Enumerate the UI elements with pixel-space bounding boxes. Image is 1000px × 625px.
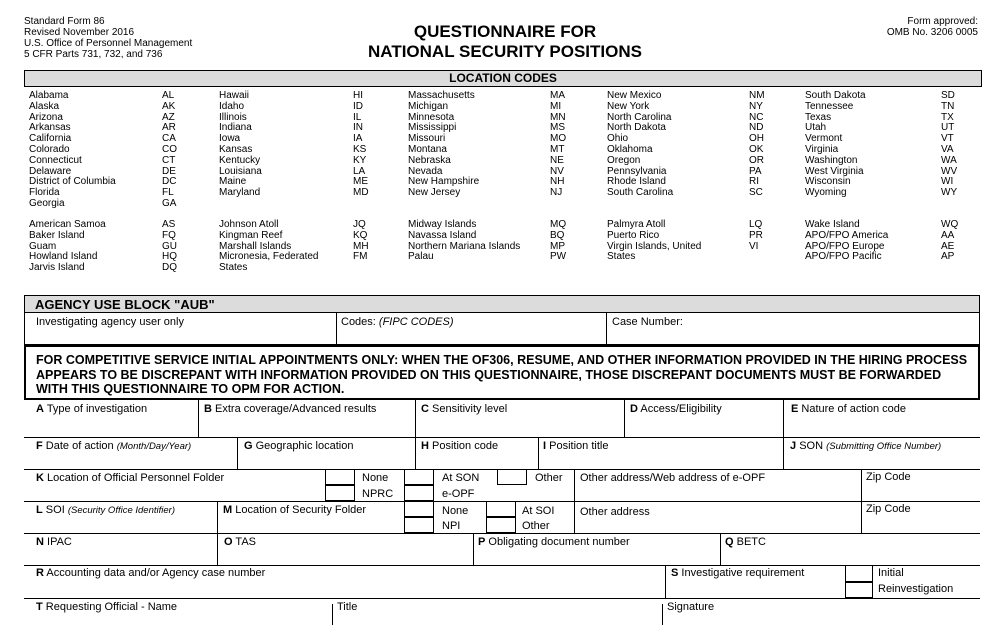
location-name: Arizona [29,111,63,123]
location-code: VA [941,143,954,155]
location-code: SC [749,187,763,199]
location-name: Maryland [219,187,261,199]
t-title-field[interactable]: Title [337,601,358,613]
location-code: OK [749,143,764,155]
location-code: AZ [162,111,175,123]
location-code: AL [162,90,175,101]
location-code: HQ [162,251,177,263]
state-name-column [408,91,479,199]
location-name: APO/FPO Europe [805,240,885,252]
territory-name-column [408,220,520,263]
location-name: New Mexico [607,90,662,101]
field-q-betc[interactable]: Q BETC [725,536,766,548]
location-code: TX [941,111,954,123]
location-name: Georgia [29,197,65,209]
field-c-sensitivity-level[interactable]: C Sensitivity level [421,403,508,415]
m-other-label: Other [522,520,550,532]
m-none-checkbox[interactable] [404,501,434,517]
location-name: Marshall Islands [219,240,292,252]
location-name: Oregon [607,154,641,166]
location-code: NM [749,90,765,101]
location-name: Midway Islands [408,219,477,230]
location-code: AK [162,100,176,112]
location-code: LA [353,165,366,177]
field-a-type-of-investigation[interactable]: A Type of investigation [36,403,148,415]
location-code: SD [941,90,955,101]
form-cfr: 5 CFR Parts 731, 732, and 736 [24,49,163,60]
location-name: Iowa [219,133,241,145]
location-name: Arkansas [29,122,71,134]
field-l-soi[interactable]: L SOI (Security Office Identifier) [36,504,175,516]
location-name: Puerto Rico [607,229,660,241]
location-code: MO [550,133,567,145]
location-code: PA [749,165,762,177]
location-name: Missouri [408,133,446,145]
location-name: Maine [219,176,247,188]
omb-approval: Form approved: OMB No. 3206 0005 [886,16,978,38]
location-code: NH [550,176,565,188]
field-f-date-of-action[interactable]: F Date of action (Month/Day/Year) [36,440,192,452]
k-nprc-label: NPRC [362,488,394,500]
location-name: Kansas [219,143,253,155]
location-code: ME [353,176,368,188]
location-code: PW [550,251,567,263]
location-code: NY [749,100,763,112]
form-number: Standard Form 86 [24,16,105,27]
location-name: Virgin Islands, United [607,240,702,252]
discrepancy-notice: FOR COMPETITIVE SERVICE INITIAL APPOINTMENTS ONLY: WHEN THE OF306, RESUME, AND OTHER INFORMATION PROVIDED IN THE HIRING PROCESS APPEARS TO BE DISCREPANT WITH INFORMATION PROVIDED ON THIS QUESTIONNAIRE, THOSE DISCREPANT DOCUMENTS MUST BE FORWARDED WITH THIS QUESTIONNAIRE TO OPM FOR ACTION. [24,345,980,400]
location-code: AS [162,219,176,230]
location-name: North Dakota [607,122,666,134]
location-name: APO/FPO America [805,229,889,241]
location-code: IN [353,122,363,134]
location-code: GA [162,197,177,209]
m-other-address-field[interactable]: Other address [580,506,650,518]
location-code: IL [353,111,362,123]
location-code: MA [550,90,565,101]
field-p-obligating-document-number[interactable]: P Obligating document number [478,536,630,548]
location-code: KS [353,143,367,155]
location-name: Idaho [219,100,245,112]
location-name: Colorado [29,143,70,155]
state-code-column [162,91,177,210]
form-revision: Revised November 2016 [24,27,135,38]
location-name: Alaska [29,100,60,112]
k-eopf-label: e-OPF [442,488,475,500]
location-code: MP [550,240,565,252]
location-code: AA [941,229,955,241]
location-code: WQ [941,219,959,230]
location-name: Florida [29,187,60,199]
location-code: MQ [550,219,567,230]
k-at-son-label: At SON [442,472,480,484]
location-code [749,252,763,263]
state-name-column [607,91,673,199]
location-name: States [219,262,248,274]
m-at-soi-label: At SOI [522,505,555,517]
location-code: ND [749,122,764,134]
location-name: Pennsylvania [607,165,667,177]
field-h-position-code[interactable]: H Position code [421,440,499,452]
location-code: OR [749,154,764,166]
page-title: QUESTIONNAIRE FOR NATIONAL SECURITY POSITIONS [368,22,642,61]
s-reinvestigation-checkbox[interactable] [845,582,873,598]
location-code [353,263,369,274]
field-t-requesting-official-name[interactable]: T Requesting Official - Name [36,601,178,613]
field-e-nature-of-action-code[interactable]: E Nature of action code [791,403,906,415]
location-name: Texas [805,111,832,123]
location-name: District of Columbia [29,176,116,188]
location-codes-title: LOCATION CODES [24,70,982,87]
location-name: APO/FPO Pacific [805,251,882,263]
location-code: CO [162,143,177,155]
aub-title: AGENCY USE BLOCK "AUB" [24,295,980,313]
location-name: Palau [408,251,434,263]
territory-code-column [550,220,566,263]
location-code: WI [941,176,954,188]
territory-code-column [162,220,177,274]
location-code: GU [162,240,177,252]
location-code: VT [941,133,954,145]
location-code: MT [550,143,565,155]
field-n-ipac[interactable]: N IPAC [36,536,72,548]
territory-code-column [941,220,958,263]
location-name: South Dakota [805,90,866,101]
location-name: New York [607,100,650,112]
location-name: West Virginia [805,165,864,177]
location-code: RI [749,176,759,188]
field-r-accounting-data[interactable]: R Accounting data and/or Agency case number [36,567,266,579]
location-code: MS [550,122,565,134]
territory-name-column [805,220,888,263]
location-name: Kentucky [219,154,261,166]
location-name: Jarvis Island [29,262,85,274]
location-code: DE [162,165,176,177]
k-at-son-checkbox[interactable] [404,469,434,485]
location-code: MD [353,187,369,199]
location-name: Vermont [805,133,843,145]
m-at-soi-checkbox[interactable] [486,501,516,517]
s-reinvestigation-label: Reinvestigation [878,583,954,595]
location-code: NV [550,165,564,177]
location-name: Indiana [219,122,252,134]
k-nprc-checkbox[interactable] [325,485,355,501]
location-name: Delaware [29,165,72,177]
location-name: Northern Mariana Islands [408,240,521,252]
location-name: Palmyra Atoll [607,219,666,230]
state-code-column [749,91,765,199]
location-name: Wisconsin [805,176,851,188]
k-eopf-checkbox[interactable] [404,485,434,501]
location-code: MH [353,240,369,252]
location-code: ID [353,100,363,112]
t-signature-field[interactable]: Signature [667,601,715,613]
location-code: JQ [353,219,366,230]
location-code: UT [941,122,955,134]
location-name: Washington [805,154,858,166]
location-name: Nebraska [408,154,451,166]
location-code: WV [941,165,958,177]
location-code: FM [353,251,368,263]
k-none-checkbox[interactable] [325,469,355,485]
territory-code-column [749,220,763,263]
k-other-checkbox[interactable] [497,469,527,485]
k-zip-code-field[interactable]: Zip Code [866,471,911,483]
location-name: California [29,133,72,145]
territory-code-column [353,220,369,274]
location-name: Montana [408,143,447,155]
m-npi-label: NPI [442,520,461,532]
location-name: Mississippi [408,122,457,134]
territory-name-column [607,220,701,263]
field-d-access-eligibility[interactable]: D Access/Eligibility [630,403,722,415]
location-code: WY [941,187,958,199]
location-name: Minnesota [408,111,455,123]
location-code: AP [941,251,955,263]
location-code: AR [162,122,176,134]
location-code: IA [353,133,363,145]
location-name: Ohio [607,133,629,145]
k-none-label: None [362,472,389,484]
location-code: TN [941,100,955,112]
aub-investigating-label: Investigating agency user only [36,316,184,328]
location-name: Guam [29,240,57,252]
s-initial-checkbox[interactable] [845,565,873,582]
location-code: OH [749,133,764,145]
location-code: DC [162,176,177,188]
m-none-label: None [442,505,469,517]
location-code: DQ [162,262,177,274]
k-other-label: Other [535,472,563,484]
location-name: Wyoming [805,187,847,199]
state-code-column [353,91,369,199]
location-name: Howland Island [29,251,98,263]
location-code: FQ [162,229,176,241]
field-o-tas[interactable]: O TAS [224,536,256,548]
location-code: NC [749,111,764,123]
location-name: Massachusetts [408,90,475,101]
m-zip-code-field[interactable]: Zip Code [866,503,911,515]
field-i-position-title[interactable]: I Position title [543,440,609,452]
aub-codes-field[interactable]: Codes: (FIPC CODES) [341,316,454,328]
location-name: Utah [805,122,827,134]
location-code: KQ [353,229,368,241]
location-name: Micronesia, Federated [219,251,319,263]
location-name: Rhode Island [607,176,666,188]
location-name: American Samoa [29,219,106,230]
location-name: Tennessee [805,100,854,112]
k-other-address-field[interactable]: Other address/Web address of e-OPF [580,472,766,484]
location-name: Louisiana [219,165,262,177]
location-code: FL [162,187,174,199]
aub-case-number[interactable]: Case Number: [612,316,683,328]
field-j-son[interactable]: J SON (Submitting Office Number) [790,440,942,452]
location-name: Wake Island [805,219,860,230]
location-code: NE [550,154,564,166]
field-m-security-folder-location: M Location of Security Folder [223,504,367,516]
location-name: Connecticut [29,154,82,166]
location-name: Michigan [408,100,449,112]
m-other-checkbox[interactable] [486,517,516,533]
state-name-column [805,91,866,199]
state-name-column [29,91,116,210]
location-code: NJ [550,187,563,199]
location-name: Nevada [408,165,443,177]
location-name: New Hampshire [408,176,480,188]
location-code: BQ [550,229,565,241]
field-s-investigative-requirement: S Investigative requirement [671,567,805,579]
location-name: Kingman Reef [219,229,283,241]
location-code: MN [550,111,566,123]
location-name: South Carolina [607,187,674,199]
location-code: WA [941,154,957,166]
location-name: Hawaii [219,90,250,101]
location-name: Oklahoma [607,143,653,155]
m-npi-checkbox[interactable] [404,517,434,533]
location-name: Navassa Island [408,229,477,241]
location-name: Baker Island [29,229,85,241]
territory-name-column [29,220,106,274]
field-b-extra-coverage[interactable]: B Extra coverage/Advanced results [204,403,377,415]
location-name: North Carolina [607,111,672,123]
location-name: States [607,251,636,263]
location-name: New Jersey [408,187,461,199]
state-code-column [550,91,566,199]
location-code: HI [353,90,363,101]
s-initial-label: Initial [878,567,904,579]
state-name-column [219,91,262,199]
location-name: Virginia [805,143,839,155]
location-code: VI [749,240,759,252]
form-agency: U.S. Office of Personnel Management [24,38,193,49]
location-code: PR [749,229,763,241]
state-code-column [941,91,957,199]
field-k-personnel-folder-location: K Location of Official Personnel Folder [36,472,225,484]
location-code: CT [162,154,176,166]
location-name: Illinois [219,111,247,123]
location-code: AE [941,240,955,252]
location-code: MI [550,100,562,112]
location-name: Johnson Atoll [219,219,279,230]
location-name: Alabama [29,90,69,101]
field-g-geographic-location[interactable]: G Geographic location [244,440,354,452]
location-code: LQ [749,219,763,230]
location-code: KY [353,154,367,166]
territory-name-column [219,220,319,274]
location-code: CA [162,133,176,145]
